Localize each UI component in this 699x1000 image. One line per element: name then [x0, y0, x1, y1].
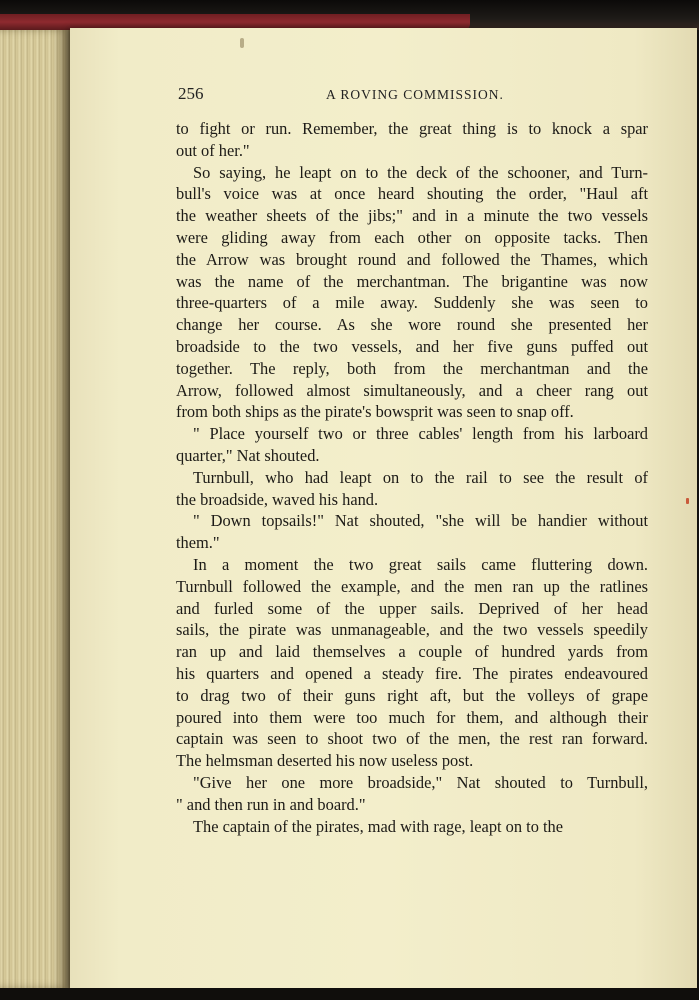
text-line: them." [176, 533, 220, 553]
text-line: Arrow, followed almost simultaneously, and a cheer rang out [176, 380, 648, 400]
paper-blemish-red [686, 498, 689, 504]
text-line: out of her." [176, 140, 250, 160]
text-line: the Arrow was brought round and followed the Thames, which [176, 249, 648, 269]
body-text [176, 118, 648, 837]
background-bottom [0, 988, 699, 1000]
text-line: the broadside, waved his hand. [176, 489, 379, 509]
text-line: captain was seen to shoot two of the men, the rest ran forward. [176, 729, 648, 749]
page-number: 256 [178, 84, 204, 103]
text-line: ran up and laid themselves a couple of hundred yards from [176, 642, 648, 662]
text-line: together. The reply, both from the merchantman and the [176, 358, 648, 378]
text-line: and furled some of the upper sails. Deprived of her head [176, 598, 648, 618]
paper-blemish [240, 38, 244, 48]
text-line: his quarters and opened a steady fire. The pirates endeavoured [176, 663, 648, 683]
text-line: were gliding away from each other on opposite tacks. Then [176, 227, 648, 247]
text-line: to fight or run. Remember, the great thing is to knock a spar [176, 119, 648, 138]
text-line: bull's voice was at once heard shouting the order, "Haul aft [176, 184, 648, 204]
text-line: " Down topsails!" Nat shouted, "she will be handier without [193, 511, 648, 531]
text-line: three-quarters of a mile away. Suddenly she was seen to [176, 293, 648, 313]
page-header [178, 84, 646, 106]
text-line: was the name of the merchantman. The brigantine was now [176, 271, 648, 291]
gutter-shadow [52, 30, 72, 988]
text-line: Turnbull, who had leapt on to the rail to see the result of [193, 467, 648, 487]
text-line: poured into them were too much for them, and although their [176, 707, 648, 727]
text-line: change her course. As she wore round she presented her [176, 315, 648, 335]
text-line: "Give her one more broadside," Nat shouted to Turnbull, [193, 772, 648, 792]
text-line: broadside to the two vessels, and her five guns puffed out [176, 336, 648, 356]
text-line: " and then run in and board." [176, 794, 366, 814]
text-line: to drag two of their guns right aft, but the volleys of grape [176, 685, 648, 705]
text-line: The captain of the pirates, mad with rage, leapt on to the [193, 816, 564, 836]
text-line: the weather sheets of the jibs;" and in a minute the two vessels [176, 206, 648, 226]
running-title: A ROVING COMMISSION. [326, 87, 504, 102]
text-line: Turnbull followed the example, and the men ran up the ratlines [176, 576, 648, 596]
text-line: So saying, he leapt on to the deck of the schooner, and Turn- [193, 162, 648, 182]
text-line: from both ships as the pirate's bowsprit was seen to snap off. [176, 402, 574, 422]
text-line: In a moment the two great sails came fluttering down. [193, 554, 648, 574]
text-line: " Place yourself two or three cables' length from his larboard [193, 424, 648, 444]
text-line: sails, the pirate was unmanageable, and the two vessels speedily [176, 620, 648, 640]
text-line: quarter," Nat shouted. [176, 445, 320, 465]
text-line: The helmsman deserted his now useless post. [176, 751, 474, 771]
